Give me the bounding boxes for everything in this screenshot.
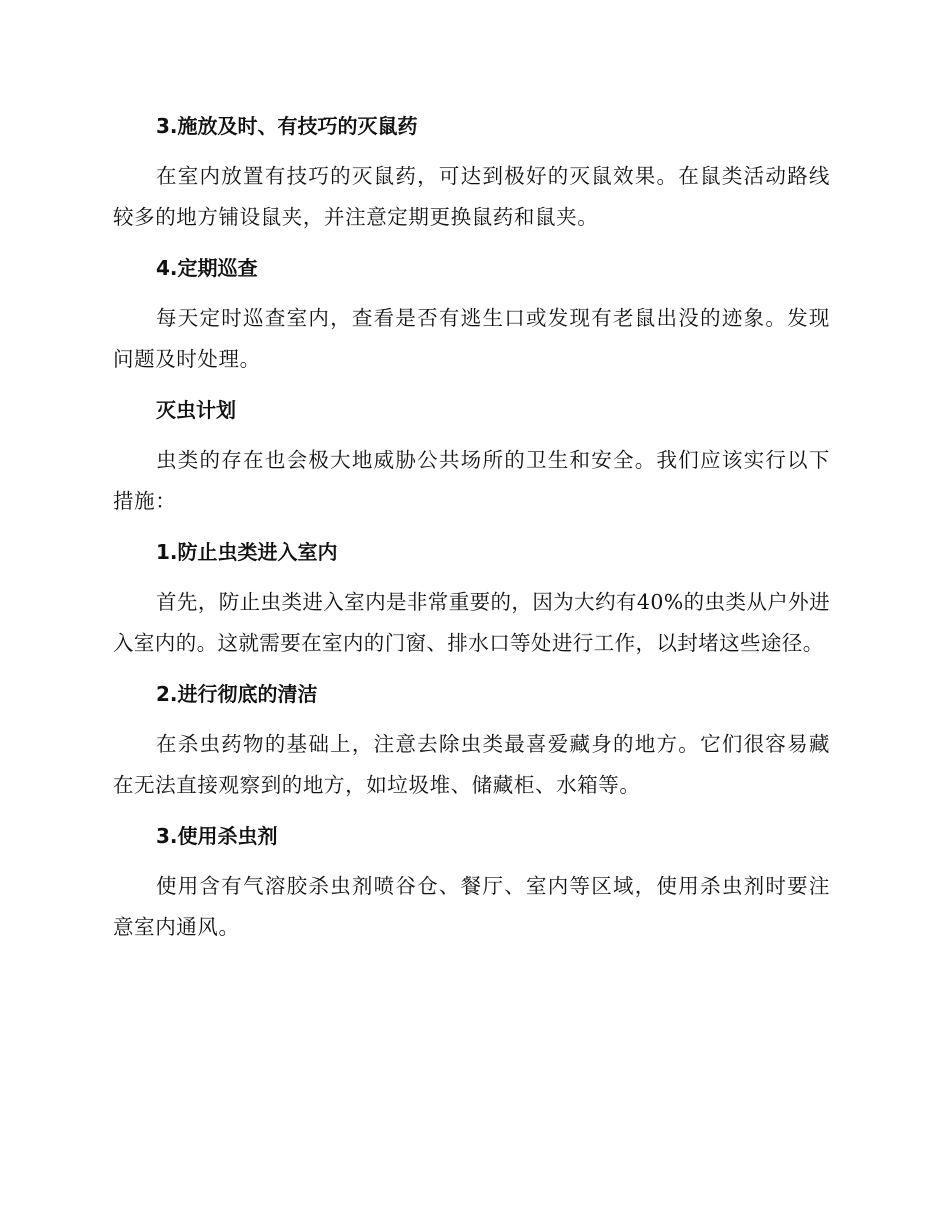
paragraph-prevent-entry: 首先，防止虫类进入室内是非常重要的，因为大约有40%的虫类从户外进入室内的。这就需要在室内的门窗、排水口等处进行工作，以封堵这些途径。 bbox=[113, 590, 830, 655]
paragraph-patrol: 每天定时巡查室内，查看是否有逃生口或发现有老鼠出没的迹象。发现问题及时处理。 bbox=[113, 306, 830, 371]
paragraph-insecticide: 使用含有气溶胶杀虫剂喷谷仓、餐厅、室内等区域，使用杀虫剂时要注意室内通风。 bbox=[113, 874, 830, 939]
paragraph-insect-plan: 虫类的存在也会极大地威胁公共场所的卫生和安全。我们应该实行以下措施： bbox=[113, 448, 830, 513]
document-page bbox=[113, 106, 830, 958]
section-heading-insecticide: 3.使用杀虫剂 bbox=[156, 824, 278, 848]
section-heading-rodent-bait: 3.施放及时、有技巧的灭鼠药 bbox=[156, 114, 418, 138]
paragraph-rodent-bait: 在室内放置有技巧的灭鼠药，可达到极好的灭鼠效果。在鼠类活动路线较多的地方铺设鼠夹，并注意定期更换鼠药和鼠夹。 bbox=[113, 164, 830, 229]
section-heading-patrol: 4.定期巡查 bbox=[156, 256, 258, 280]
section-heading-insect-plan: 灭虫计划 bbox=[156, 398, 236, 422]
section-heading-cleaning: 2.进行彻底的清洁 bbox=[156, 682, 318, 706]
paragraph-cleaning: 在杀虫药物的基础上，注意去除虫类最喜爱藏身的地方。它们很容易藏在无法直接观察到的地方，如垃圾堆、储藏柜、水箱等。 bbox=[113, 732, 830, 797]
section-heading-prevent-entry: 1.防止虫类进入室内 bbox=[156, 540, 338, 564]
